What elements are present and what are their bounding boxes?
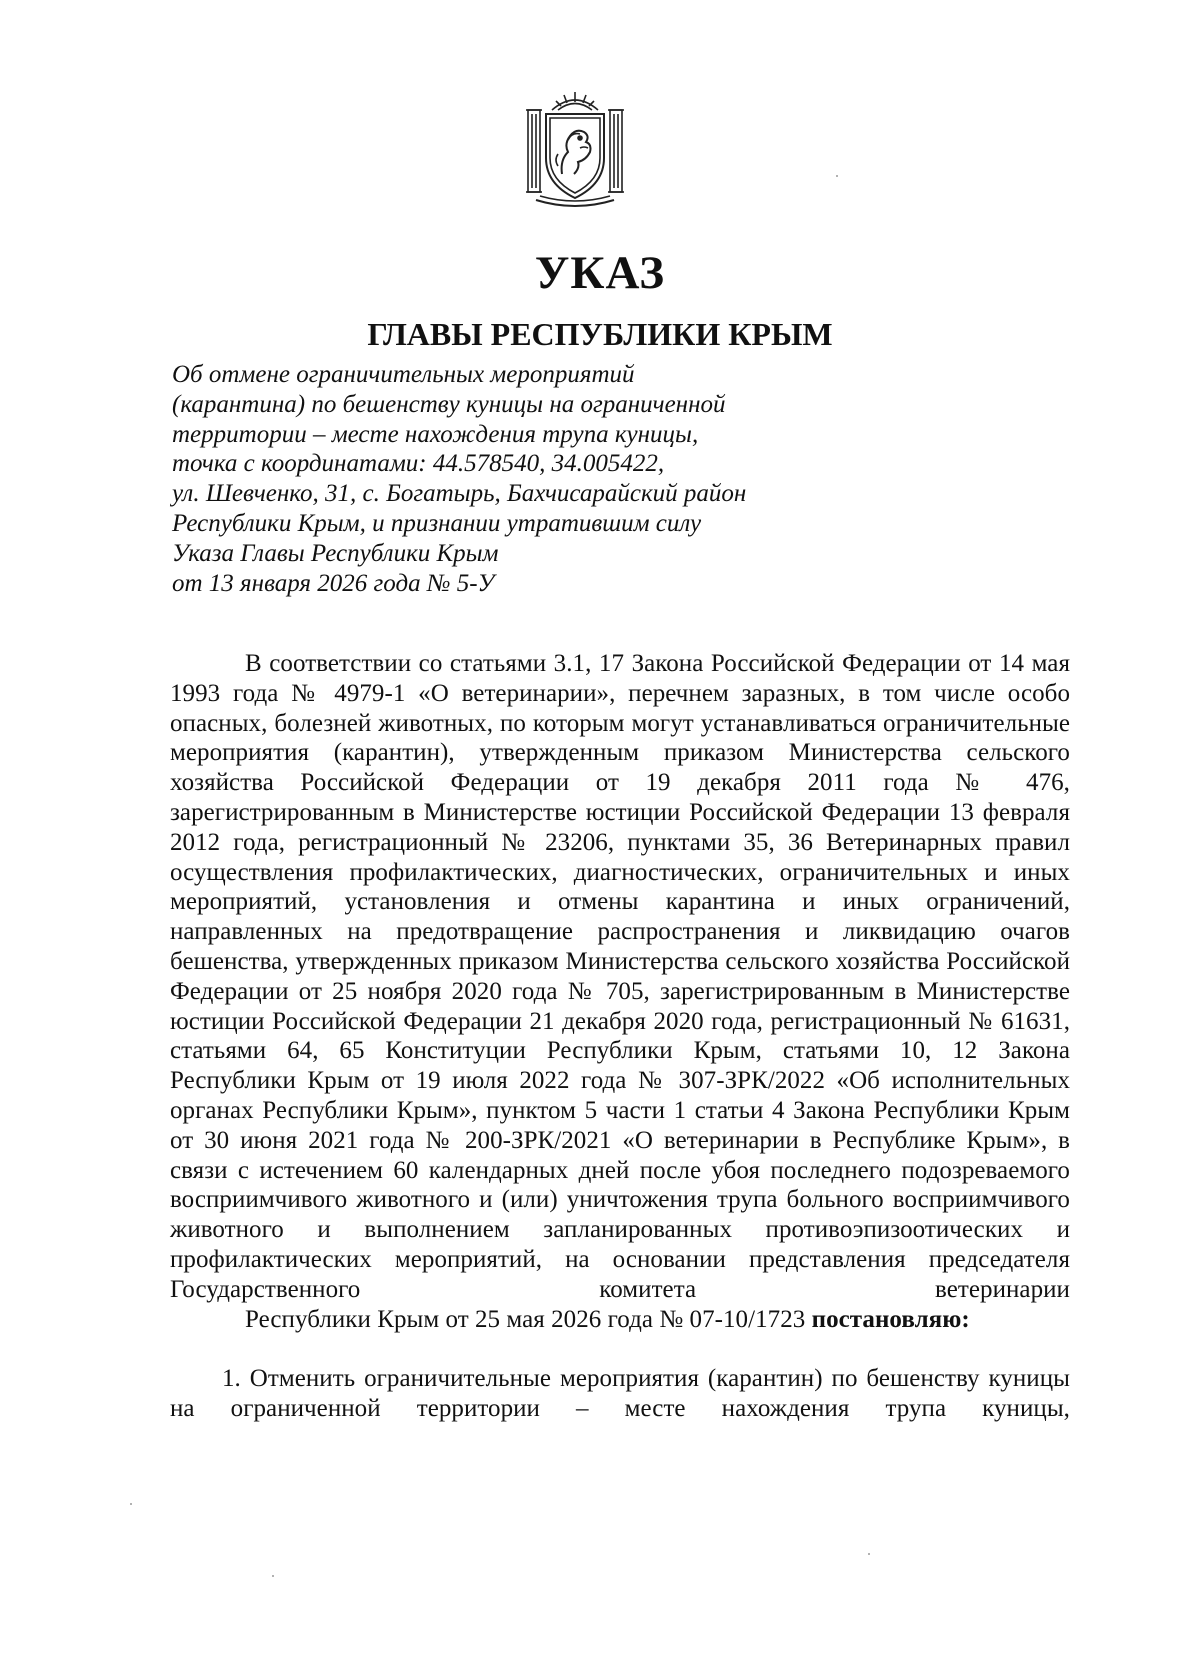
crimea-coat-of-arms-icon — [522, 88, 628, 210]
title-line: (карантина) по бешенству куницы на ограниченной — [172, 390, 726, 418]
scan-speck — [272, 1575, 274, 1577]
scan-speck — [868, 1553, 870, 1555]
title-line: от 13 января 2026 года № 5-У — [172, 569, 495, 597]
title-line: Указа Главы Республики Крым — [172, 539, 499, 567]
scan-speck — [130, 1503, 132, 1505]
title-line: ул. Шевченко, 31, с. Богатырь, Бахчисарайский район — [172, 480, 747, 508]
title-line: точка с координатами: 44.578540, 34.005422, — [172, 450, 665, 478]
decree-title — [172, 360, 932, 598]
document-issuer-heading: ГЛАВЫ РЕСПУБЛИКИ КРЫМ — [367, 316, 833, 352]
item-1-paragraph: 1. Отменить ограничительные мероприятия (карантин) по бешенству куницы на ограниченной территории – месте нахождения трупа куницы, — [170, 1365, 1070, 1423]
scan-speck — [836, 175, 838, 177]
preamble-paragraph — [170, 649, 1070, 1334]
preamble-text: В соответствии со статьями 3.1, 17 Закона Российской Федерации от 14 мая 1993 года № 4979-1 «О ветеринарии», перечнем заразных, в том числе особо опасных, болезней животных, по которым могут устанавливаться ограничительные мероприятия (карантин), утвержденным приказом Министерства сельского хозяйства Российской Федерации от 19 декабря 2011 года № 476, зарегистрированным в Министерстве юстиции Российской Федерации 13 февраля 2012 года, регистрационный № 23206, пунктами 35, 36 Ветеринарных правил осуществления профилактических, диагностических, ограничительных и иных мероприятий, установления и отмены карантина и иных ограничений, направленных на предотвращение распространения и ликвидацию очагов бешенства, утвержденных приказом Министерства сельского хозяйства Российской Федерации от 25 ноября 2020 года № 705, зарегистрированным в Министерстве юстиции Российской Федерации 21 декабря 2020 года, регистрационный № 61631, статьями 64, 65 Конституции Республики Крым, статьями 10, 12 Закона Республики Крым от 19 июля 2022 года № 307-ЗРК/2022 «Об исполнительных органах Республики Крым», пунктом 5 части 1 статьи 4 Закона Республики Крым от 30 июня 2021 года № 200-ЗРК/2021 «О ветеринарии в Республике Крым», в связи с истечением 60 календарных дней после убоя последнего подозреваемого восприимчивого животного и (или) уничтожения трупа больного восприимчивого животного и выполнением запланированных противоэпизоотических и профилактических мероприятий, на основании представления председателя Государственного комитета ветеринарии — [170, 650, 1070, 1303]
preamble-last-line-text: Республики Крым от 25 мая 2026 года № 07-10/1723 — [245, 1305, 806, 1333]
decree-body — [170, 649, 1070, 1424]
document-type-heading: УКАЗ — [534, 247, 666, 299]
decree-verb: постановляю: — [811, 1305, 970, 1333]
preamble-last-line — [170, 1305, 1070, 1335]
title-line: Республики Крым, и признании утратившим силу — [172, 509, 702, 537]
title-line: территории – месте нахождения трупа куницы, — [172, 420, 699, 448]
title-line: Об отмене ограничительных мероприятий — [172, 361, 635, 388]
